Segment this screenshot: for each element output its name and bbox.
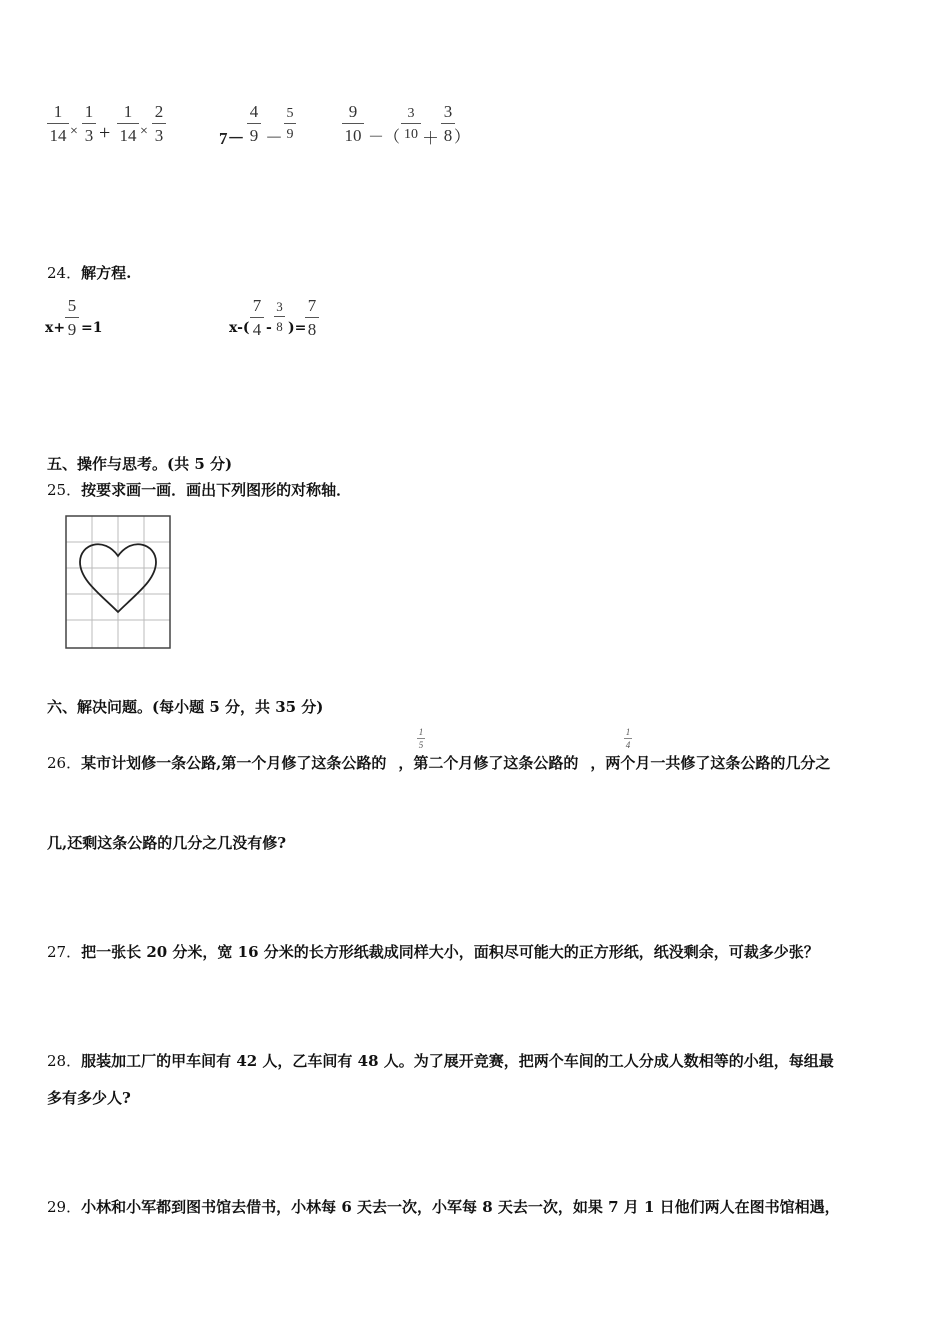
minus-paren: －（ (368, 129, 401, 146)
fraction: 7 8 (305, 296, 319, 339)
fraction: 1 4 (625, 727, 631, 750)
minus-sign: － (265, 128, 283, 148)
question-number: 25． (47, 481, 82, 499)
question-26 (47, 752, 830, 773)
question-number: 28． (47, 1052, 82, 1070)
fraction: 9 10 (342, 102, 364, 145)
plus-sign: + (99, 122, 111, 144)
fraction: 4 9 (247, 102, 261, 145)
question-29 (47, 1196, 840, 1217)
question-text: 按要求画一画．画出下列图形的对称轴． (81, 481, 352, 499)
fraction: 1 14 (47, 102, 69, 145)
plus-sign: ＋ (422, 129, 439, 148)
fraction: 1 3 (82, 102, 96, 145)
question-text: 服装加工厂的甲车间有 42 人，乙车间有 48 人。为了展开竞赛，把两个车间的工人分成人数相等的小组，每组最 (81, 1052, 834, 1070)
equation-prefix: x-( (229, 320, 250, 336)
question-number: 29． (47, 1198, 82, 1216)
equation-suffix: =1 (81, 320, 103, 336)
question-28-line-2: 多有多少人? (47, 1089, 131, 1107)
fraction: 3 8 (274, 300, 285, 335)
fraction: 5 9 (284, 106, 296, 143)
question-text: ，两个月一共修了这条公路的几分之 (590, 754, 831, 772)
fraction: 5 9 (65, 296, 79, 339)
fraction: 1 5 (418, 727, 424, 750)
question-number: 24． (47, 264, 82, 282)
question-text: 解方程. (81, 264, 132, 282)
question-number: 26． (47, 754, 82, 772)
question-text: ，第二个月修了这条公路的 (398, 754, 579, 772)
fraction: 7 4 (250, 296, 264, 339)
question-25 (47, 479, 351, 500)
expression-lead: 7－ (219, 129, 245, 148)
heart-grid-figure (64, 514, 172, 650)
section-heading-6: 六、解决问题。(每小题 5 分，共 35 分) (47, 698, 324, 716)
question-24 (47, 262, 131, 283)
times-sign: × (140, 124, 148, 139)
question-text: 把一张长 20 分米，宽 16 分米的长方形纸裁成同样大小，面积尽可能大的正方形纸，纸没剩余，可裁多少张？ (81, 943, 819, 961)
minus-sign: - (266, 320, 272, 336)
question-number: 27． (47, 943, 82, 961)
question-28 (47, 1050, 834, 1071)
times-sign: × (70, 124, 78, 139)
question-text: 小林和小军都到图书馆去借书，小林每 6 天去一次，小军每 8 天去一次，如果 7 月 1 日他们两人在图书馆相遇， (81, 1198, 840, 1216)
close-paren: ） (454, 129, 471, 146)
question-27 (47, 941, 819, 962)
fraction: 1 14 (117, 102, 139, 145)
section-heading-5: 五、操作与思考。(共 5 分) (47, 455, 233, 473)
equation-mid: )= (288, 320, 307, 336)
fraction: 2 3 (152, 102, 166, 145)
fraction: 3 8 (441, 102, 455, 145)
equation-prefix: x+ (45, 320, 66, 336)
question-26-line-2: 几,还剩这条公路的几分之几没有修? (47, 834, 287, 852)
fraction: 3 10 (401, 106, 421, 143)
question-text: 某市计划修一条公路,第一个月修了这条公路的 (81, 754, 387, 772)
